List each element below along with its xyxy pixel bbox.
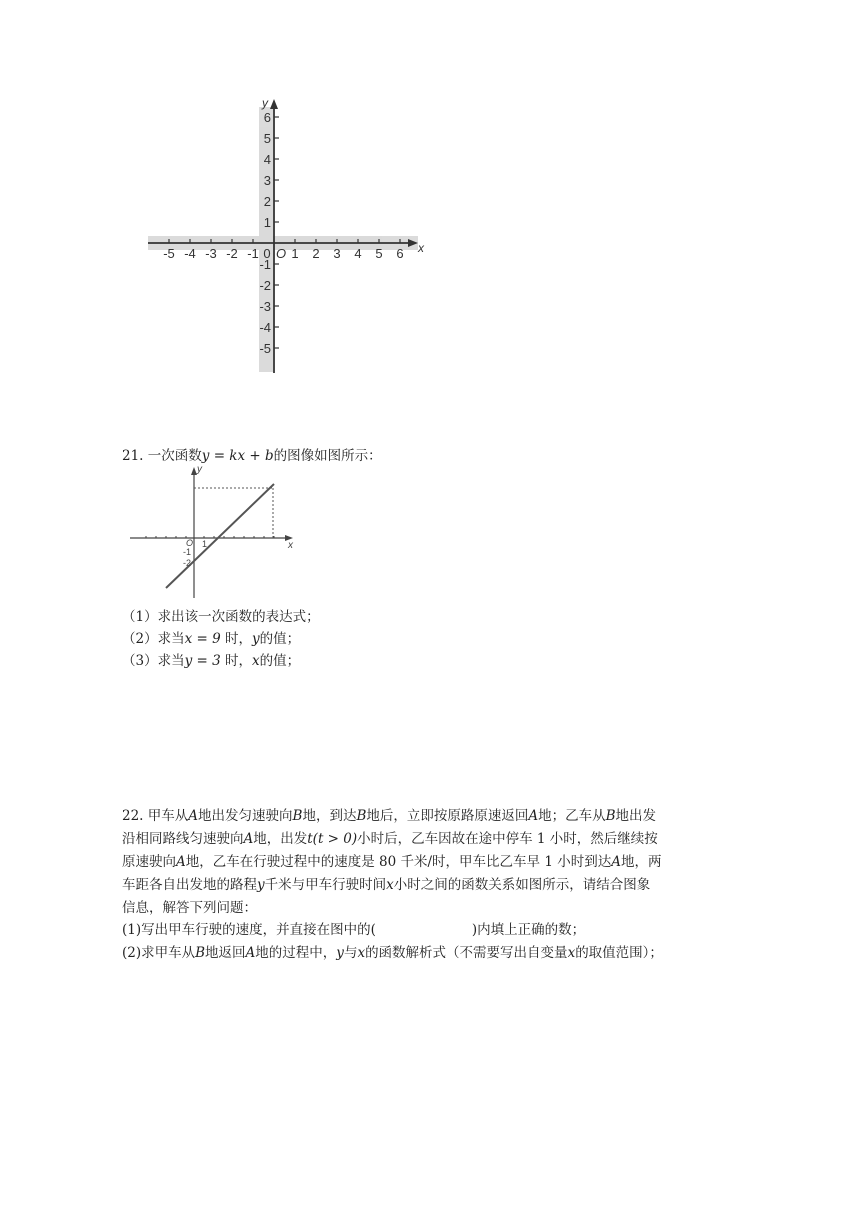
- grid-x-tick: -2: [226, 246, 238, 261]
- grid-y-tick: 3: [263, 173, 271, 188]
- q21-tick-neg1: -1: [183, 547, 192, 557]
- q22-var: A: [611, 854, 621, 870]
- q21-line-graph: [128, 464, 298, 604]
- grid-x-tick: 5: [375, 246, 383, 261]
- q21-tick-1: 1: [202, 539, 208, 549]
- q22-text: 车距各自出发地的路程: [122, 877, 257, 893]
- q22-line3: [122, 852, 661, 872]
- q22-text: 地；乙车从: [538, 808, 606, 824]
- q21-sub3-var: x: [252, 653, 260, 669]
- q21-sub2-formula: x = 9: [184, 631, 221, 647]
- q22-line5: 信息，解答下列问题：: [122, 900, 257, 916]
- q21-sub1: （1）求出该一次函数的表达式；: [122, 609, 320, 625]
- q22-text: 小时之间的函数关系如图所示，请结合图象: [393, 877, 651, 893]
- q22-var: A: [188, 808, 199, 824]
- q22-sub1: [122, 920, 585, 940]
- q22-text: 地出发匀速驶向: [198, 808, 293, 824]
- grid-y-tick: -5: [259, 341, 271, 356]
- grid-y-tick: -3: [259, 299, 271, 314]
- q21-sub3-end: 的值；: [259, 653, 301, 669]
- grid-x-label: x: [418, 241, 424, 255]
- q21-sub3: [122, 651, 300, 671]
- q22-var: x: [357, 945, 366, 961]
- grid-x-tick: 1: [291, 246, 299, 261]
- q22-text: 甲车从: [143, 808, 189, 824]
- q22-var: B: [605, 808, 616, 824]
- q22-line4: [122, 875, 650, 895]
- q22-text: 小时后，乙车因故在途中停车 1 小时，然后继续按: [357, 831, 658, 847]
- q22-text: 沿相同路线匀速驶向: [122, 831, 244, 847]
- grid-x-tick: 6: [396, 246, 404, 261]
- grid-x-tick: -3: [205, 246, 217, 261]
- q22-text: (2)求甲车从: [122, 945, 196, 961]
- q21-sub2-post: 时，: [220, 631, 252, 647]
- q22-text: 地，出发: [253, 831, 308, 847]
- q22-var: A: [243, 831, 254, 847]
- q21-sub2-var: y: [252, 631, 260, 647]
- grid-x-tick: 2: [312, 246, 320, 261]
- grid-y-tick: -1: [259, 257, 271, 272]
- q22-var: B: [292, 808, 303, 824]
- q22-var: x: [386, 877, 394, 893]
- grid-y-tick: 5: [263, 131, 271, 146]
- q22-formula: t(t > 0): [307, 831, 358, 847]
- q22-var: y: [336, 945, 344, 961]
- q22-line1: [122, 806, 656, 826]
- q22-sub2: [122, 943, 663, 963]
- q22-var: A: [528, 808, 539, 824]
- q22-var: x: [567, 945, 576, 961]
- q21-sub3-formula: y = 3: [184, 653, 221, 669]
- q21-sub2-end: 的值；: [259, 631, 301, 647]
- q22-text: 地出发: [615, 808, 657, 824]
- q22-var: A: [176, 854, 186, 870]
- q22-text: 地的过程中，: [255, 945, 337, 961]
- grid-y-tick: 4: [263, 152, 271, 167]
- q22-sub1-b: )内填上正确的数；: [471, 922, 586, 938]
- grid-x-tick: 3: [333, 246, 341, 261]
- grid-y-label: y: [262, 96, 268, 110]
- q22-var: y: [257, 877, 265, 893]
- q21-stem: [122, 446, 382, 466]
- q21-sub2-pre: （2）求当: [122, 631, 185, 647]
- q22-text: 地，两: [620, 854, 662, 870]
- grid-x-tick: -5: [163, 246, 175, 261]
- q22-sub1-a: (1)写出甲车行驶的速度，并直接在图中的(: [122, 922, 376, 938]
- q22-text: 地返回: [205, 945, 246, 961]
- grid-x-tick: 4: [354, 246, 362, 261]
- grid-origin-label: O: [276, 246, 287, 261]
- grid-y-tick: 6: [263, 110, 271, 125]
- q22-var: B: [356, 808, 367, 824]
- q21-stem-pre: 一次函数: [147, 448, 202, 464]
- q21-sub3-post: 时，: [220, 653, 253, 669]
- grid-shading: [148, 107, 418, 372]
- q21-sub2: [122, 629, 300, 649]
- q21-x-label: x: [288, 540, 293, 551]
- q22-text: 地，到达: [302, 808, 357, 824]
- grid-x-tick: -4: [184, 246, 196, 261]
- q22-var: A: [245, 945, 256, 961]
- grid-y-tick: 1: [263, 215, 271, 230]
- coordinate-grid-figure: [140, 95, 430, 380]
- q21-number: 21.: [122, 448, 144, 464]
- q21-sub3-pre: （3）求当: [122, 653, 185, 669]
- q22-number: 22.: [122, 808, 144, 824]
- q22-text: 地后，立即按原路原速返回: [366, 808, 529, 824]
- q22-var: B: [195, 945, 206, 961]
- q21-origin-label: O: [186, 538, 194, 548]
- grid-x-tick: 0: [263, 246, 271, 261]
- grid-y-tick: -4: [259, 320, 271, 335]
- q21-stem-post: 的图像如图所示：: [273, 448, 382, 464]
- q22-text: 千米与甲车行驶时间: [264, 877, 387, 893]
- q22-text: 原速驶向: [122, 854, 176, 870]
- q21-function-line: [166, 484, 274, 588]
- q22-text: 与: [343, 945, 358, 961]
- q22-text: 地，乙车在行驶过程中的速度是 80 千米/时，甲车比乙车早 1 小时到达: [185, 854, 612, 870]
- q21-formula: y = kx + b: [201, 448, 274, 464]
- grid-x-tick: -1: [247, 246, 259, 261]
- q22-line2: [122, 829, 658, 849]
- grid-y-tick: 2: [263, 194, 271, 209]
- grid-y-tick: -2: [259, 278, 271, 293]
- q21-tick-neg2: -2: [183, 558, 192, 568]
- q21-y-label: y: [197, 464, 202, 475]
- q22-text: 的取值范围）；: [575, 945, 663, 961]
- q22-text: 的函数解析式（不需要写出自变量: [365, 945, 568, 961]
- y-axis-arrow: [270, 99, 278, 109]
